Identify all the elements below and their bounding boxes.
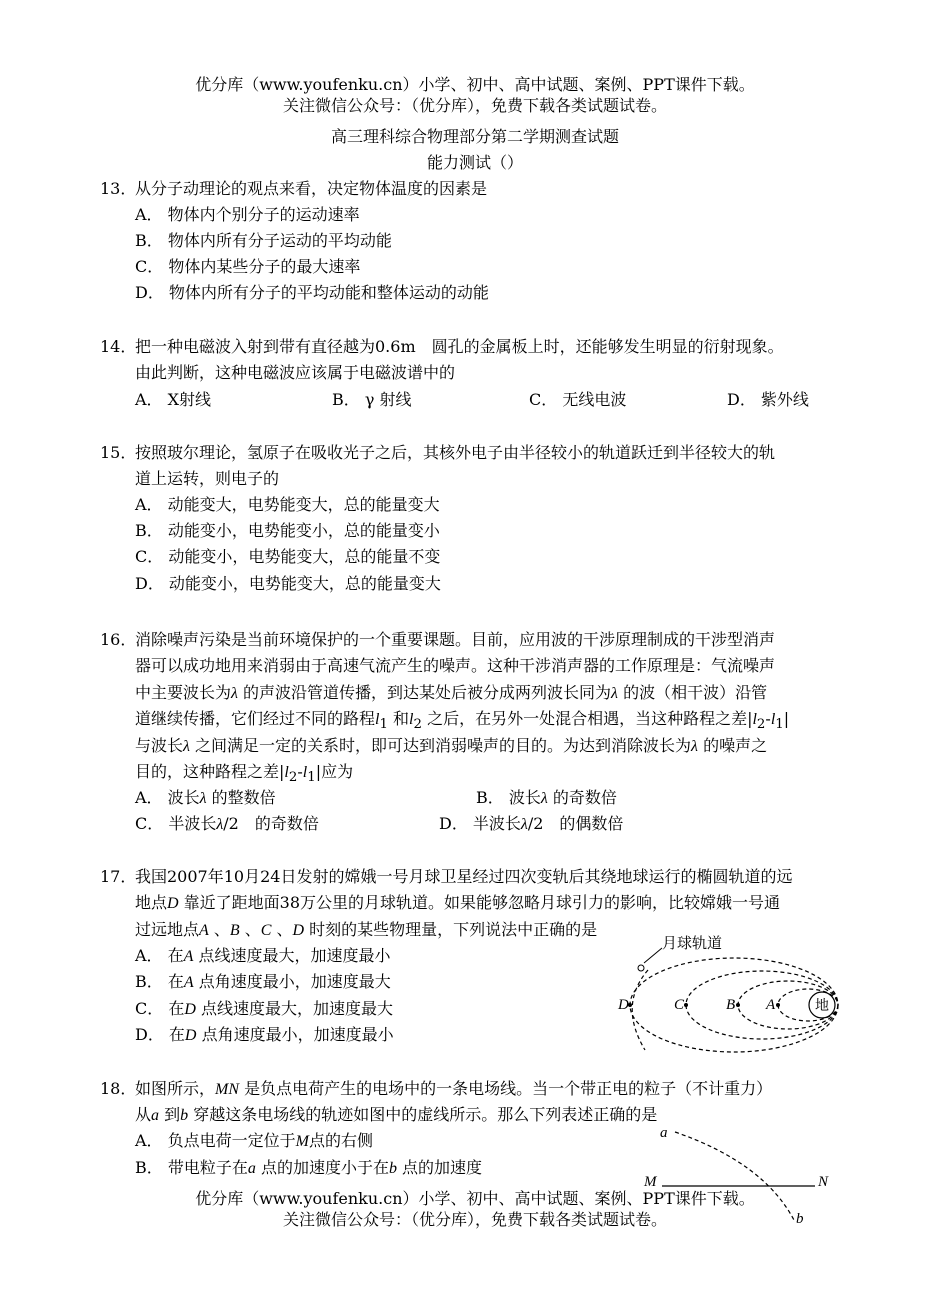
- question-13-stem: 从分子动理论的观点来看，决定物体温度的因素是: [135, 179, 488, 198]
- question-17-option-a: A． 在A 点线速度最大，加速度最小: [135, 946, 391, 965]
- question-18-stem-line-2: 从a 到b 穿越这条电场线的轨迹如图中的虚线所示。那么下列表述正确的是: [135, 1105, 658, 1124]
- question-15-option-d: D． 动能变小，电势能变大，总的能量变大: [135, 574, 441, 593]
- question-17-option-d: D． 在D 点角速度最小，加速度最小: [135, 1025, 394, 1044]
- page-title: 高三理科综合物理部分第二学期测查试题: [330, 127, 619, 146]
- header-line-1: 优分库（www.youfenku.cn）小学、初中、高中试题、案例、PPT课件下载。: [195, 75, 755, 94]
- point-a-label: A: [766, 997, 776, 1013]
- question-15-stem-line-2: 道上运转，则电子的: [135, 469, 280, 488]
- moon-marker: [638, 965, 644, 971]
- question-15-option-c: C． 动能变小，电势能变大，总的能量不变: [135, 547, 441, 566]
- question-16-option-a: A． 波长λ 的整数倍: [135, 788, 276, 807]
- point-d-label: D: [618, 997, 629, 1013]
- question-16-stem-line-1: 消除噪声污染是当前环境保护的一个重要课题。目前，应用波的干涉原理制成的干涉型消声: [135, 630, 776, 649]
- point-a-label: a: [660, 1125, 668, 1141]
- point-a-dot: [776, 1003, 780, 1007]
- question-number-17: 17．: [100, 867, 137, 886]
- question-14-stem-line-1: 把一种电磁波入射到带有直径越为0.6m 圆孔的金属板上时，还能够发生明显的衍射现象。: [135, 337, 784, 356]
- question-13-option-c: C． 物体内某些分子的最大速率: [135, 257, 361, 276]
- question-16-stem-line-4: 道继续传播，它们经过不同的路程$l_1$ 和$l_2$ 之后，在另外一处混合相遇，当这种路程之差$|l_2-l_1|$: [135, 709, 790, 733]
- point-b-label: B: [726, 997, 736, 1013]
- point-c-label: C: [674, 997, 685, 1013]
- question-13-option-d: D． 物体内所有分子的平均动能和整体运动的动能: [135, 283, 489, 302]
- question-17-option-b: B． 在A 点角速度最小，加速度最大: [135, 972, 391, 991]
- question-14-option-a: A． X射线: [135, 390, 212, 409]
- footer-line-1: 优分库（www.youfenku.cn）小学、初中、高中试题、案例、PPT课件下载。: [195, 1189, 755, 1208]
- question-16-stem-line-2: 器可以成功地用来消弱由于高速气流产生的噪声。这种干涉消声器的工作原理是：气流噪声: [135, 656, 776, 675]
- question-15-option-b: B． 动能变小，电势能变小，总的能量变小: [135, 521, 440, 540]
- question-number-13: 13．: [100, 179, 137, 198]
- question-13-option-b: B． 物体内所有分子运动的平均动能: [135, 231, 392, 250]
- question-number-16: 16．: [100, 630, 137, 649]
- question-17-stem-line-3: 过远地点A 、B 、C 、D 时刻的某些物理量，下列说法中正确的是: [135, 920, 598, 939]
- point-n-label: N: [818, 1174, 829, 1190]
- question-17-option-c: C． 在D 点线速度最大，加速度最大: [135, 999, 393, 1018]
- question-16-option-c: C． 半波长λ/2 的奇数倍: [135, 814, 319, 833]
- question-16-option-d: D． 半波长λ/2 的偶数倍: [439, 814, 624, 833]
- point-b-label: b: [796, 1211, 804, 1227]
- point-c-dot: [684, 1003, 688, 1007]
- question-15-option-a: A． 动能变大，电势能变大，总的能量变大: [135, 495, 440, 514]
- question-14-option-b: B． γ 射线: [332, 390, 412, 409]
- question-18-option-b: B． 带电粒子在a 点的加速度小于在b 点的加速度: [135, 1158, 483, 1177]
- header-line-2: 关注微信公众号：（优分库），免费下载各类试题试卷。: [282, 96, 667, 115]
- question-13-option-a: A． 物体内个别分子的运动速率: [135, 205, 360, 224]
- question-16-stem-line-3: 中主要波长为λ 的声波沿管道传播，到达某处后被分成两列波长同为λ 的波（相干波）沿管: [135, 683, 768, 702]
- question-15-stem-line-1: 按照玻尔理论，氢原子在吸收光子之后，其核外电子由半径较小的轨道跃迁到半径较大的轨: [135, 443, 776, 462]
- moon-orbit-label: 月球轨道: [662, 934, 723, 952]
- question-18-stem-line-1: 如图所示，MN 是负点电荷产生的电场中的一条电场线。当一个带正电的粒子（不计重力）: [135, 1079, 773, 1098]
- moon-orbit: [632, 970, 648, 1050]
- question-16-stem-line-5: 与波长λ 之间满足一定的关系时，即可达到消弱噪声的目的。为达到消除波长为λ 的噪声之: [135, 736, 768, 755]
- question-14-option-c: C． 无线电波: [529, 390, 627, 409]
- earth-label: 地: [815, 998, 829, 1014]
- question-16-option-b: B． 波长λ 的奇数倍: [476, 788, 617, 807]
- orbit-diagram: [600, 930, 860, 1060]
- point-b-dot: [736, 1003, 740, 1007]
- question-17-stem-line-2: 地点D 靠近了距地面38万公里的月球轨道。如果能够忽略月球引力的影响，比较嫦娥一号通: [135, 893, 781, 912]
- moon-orbit-label-leader: [644, 948, 662, 963]
- question-14-option-d: D． 紫外线: [727, 390, 809, 409]
- page-subtitle: 能力测试（）: [426, 153, 523, 172]
- question-number-14: 14．: [100, 337, 137, 356]
- question-16-stem-line-6: 目的，这种路程之差$|l_2-l_1|$应为: [135, 762, 354, 786]
- point-m-label: M: [644, 1174, 657, 1190]
- question-number-15: 15．: [100, 443, 137, 462]
- question-14-stem-line-2: 由此判断，这种电磁波应该属于电磁波谱中的: [135, 363, 456, 382]
- question-17-stem-line-1: 我国2007年10月24日发射的嫦娥一号月球卫星经过四次变轨后其绕地球运行的椭圆轨道的远: [135, 867, 793, 886]
- question-18-option-a: A． 负点电荷一定位于M点的右侧: [135, 1131, 373, 1150]
- footer-line-2: 关注微信公众号：（优分库），免费下载各类试题试卷。: [282, 1210, 667, 1229]
- question-number-18: 18．: [100, 1079, 137, 1098]
